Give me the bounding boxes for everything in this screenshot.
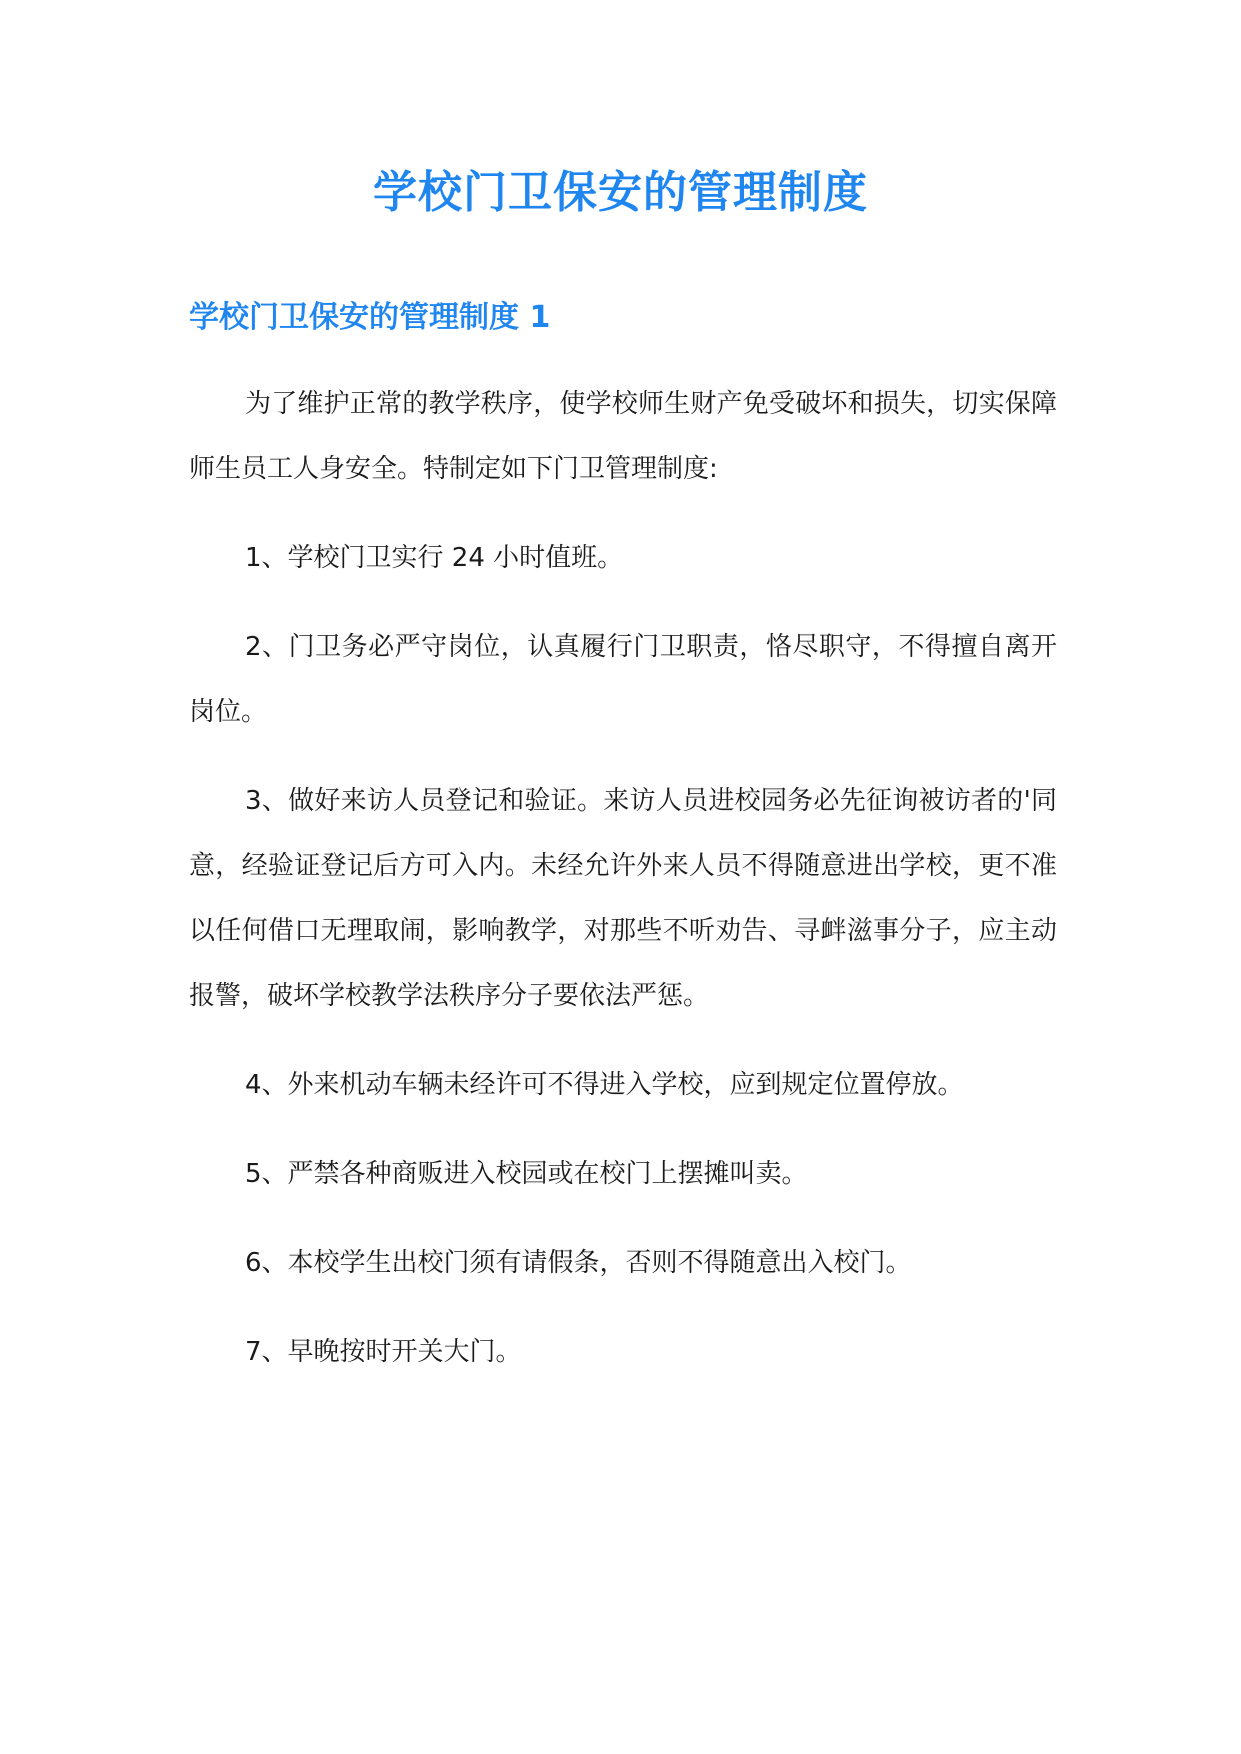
paragraph-rule-5: 5、严禁各种商贩进入校园或在校门上摆摊叫卖。 [245,1159,808,1189]
paragraph-intro: 为了维护正常的教学秩序，使学校师生财产免受破坏和损失，切实保障师生员工人身安全。特制定如下门卫管理制度: [189,389,1057,484]
paragraph-rule-1: 1、学校门卫实行 24 小时值班。 [245,543,624,573]
paragraph-rule-7: 7、早晚按时开关大门。 [245,1337,522,1367]
paragraph-rule-3: 3、做好来访人员登记和验证。来访人员进校园务必先征询被访者的'同意，经验证登记后方可入内。未经允许外来人员不得随意进出学校，更不准以任何借口无理取闹，影响教学，对那些不听劝告、寻衅滋事分子，应主动报警，破坏学校教学法秩序分子要依法严惩。 [189,786,1057,1011]
paragraph-rule-2: 2、门卫务必严守岗位，认真履行门卫职责，恪尽职守，不得擅自离开岗位。 [189,632,1057,727]
paragraph-rule-4: 4、外来机动车辆未经许可不得进入学校，应到规定位置停放。 [245,1070,964,1100]
paragraph-rule-6: 6、本校学生出校门须有请假条，否则不得随意出入校门。 [245,1248,912,1278]
document-title: 学校门卫保安的管理制度 [373,167,868,218]
document-body [189,372,1057,1409]
section-heading: 学校门卫保安的管理制度 1 [189,300,551,335]
